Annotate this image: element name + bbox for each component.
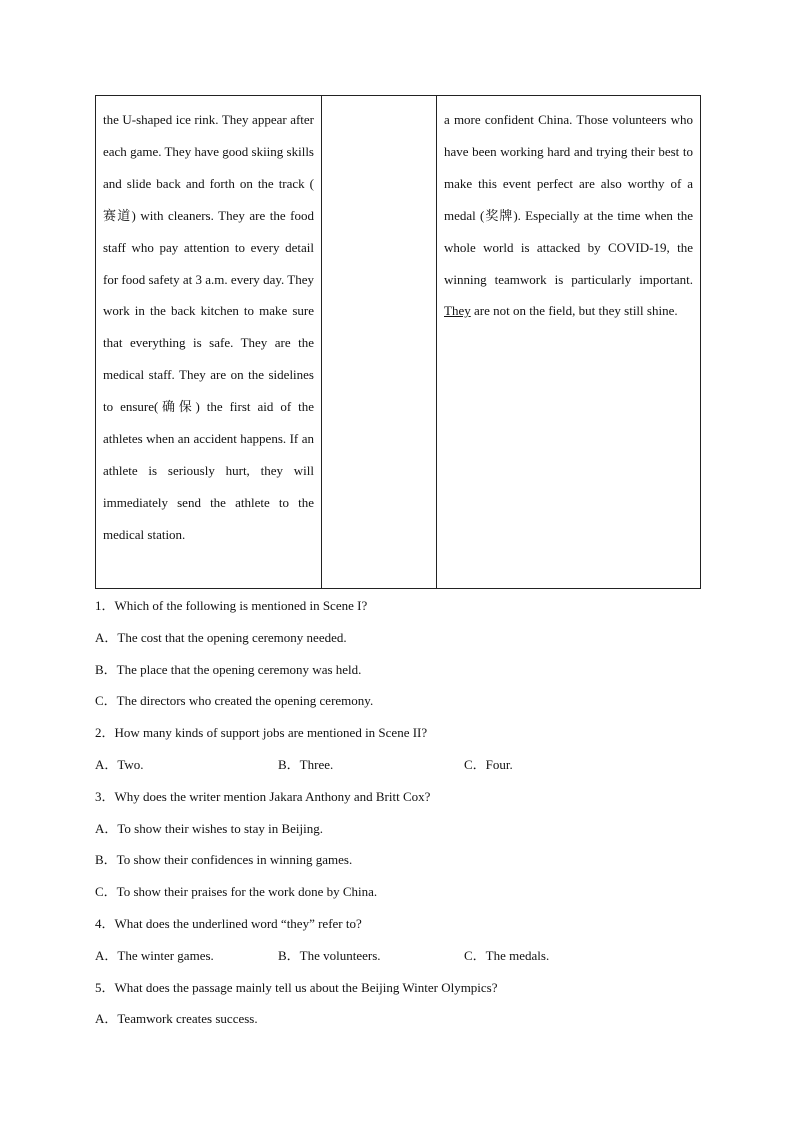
passage-column-1-text: the U-shaped ice rink. They appear after each game. They have good skiing skills and slide back and forth on the track ( 赛道) with cleaners. They are the food staff who pay attention to every detail for food safety at 3 a.m. every day. They work in the back kitchen to make sure that everything is safe. They are the medical staff. They are on the sidelines to ensure(确保) the first aid of the athletes when an accident happens. If an athlete is seriously hurt, they will immediately send the athlete to the medical station. xyxy=(103,112,314,542)
passage-column-1 xyxy=(96,96,322,589)
question-2: 2．How many kinds of support jobs are mentioned in Scene II? xyxy=(95,725,428,741)
passage-column-3-text: a more confident China. Those volunteers who have been working hard and trying their best to make this event perfect are also worthy of a medal (奖牌). Especially at the time when the whole world is attacked by COVID-19, the winning teamwork is particularly important. xyxy=(444,112,693,287)
question-4-option-c: C．The medals. xyxy=(464,947,550,963)
question-list xyxy=(95,590,715,1035)
question-2-option-c: C．Four. xyxy=(464,756,513,772)
question-3-option-b: B．To show their confidences in winning games. xyxy=(95,852,353,868)
question-4-options xyxy=(95,940,715,972)
question-2-option-b: B．Three. xyxy=(278,756,334,772)
question-1: 1．Which of the following is mentioned in Scene I? xyxy=(95,598,368,613)
question-5-option-a: A．Teamwork creates success. xyxy=(95,1011,258,1027)
question-4: 4．What does the underlined word “they” refer to? xyxy=(95,915,362,931)
question-5: 5．What does the passage mainly tell us about the Beijing Winter Olympics? xyxy=(95,979,498,995)
question-2-option-a: A．Two. xyxy=(95,756,144,772)
question-3: 3．Why does the writer mention Jakara Anthony and Britt Cox? xyxy=(95,788,431,804)
question-2-options xyxy=(95,749,715,781)
passage-table xyxy=(95,95,701,589)
passage-column-3 xyxy=(437,96,701,589)
question-3-option-c: C．To show their praises for the work done by China. xyxy=(95,884,378,900)
question-4-option-a: A．The winter games. xyxy=(95,947,214,963)
question-1-option-c: C．The directors who created the opening ceremony. xyxy=(95,693,374,709)
passage-column-3-text-end: are not on the field, but they still shine. xyxy=(470,303,678,319)
passage-row xyxy=(96,96,701,589)
question-3-option-a: A．To show their wishes to stay in Beijing. xyxy=(95,820,324,836)
question-1-option-b: B．The place that the opening ceremony was held. xyxy=(95,661,362,677)
question-1-option-a: A．The cost that the opening ceremony needed. xyxy=(95,629,347,645)
underlined-word-they: They xyxy=(444,303,471,319)
question-4-option-b: B．The volunteers. xyxy=(278,947,381,963)
passage-column-2 xyxy=(322,96,437,589)
